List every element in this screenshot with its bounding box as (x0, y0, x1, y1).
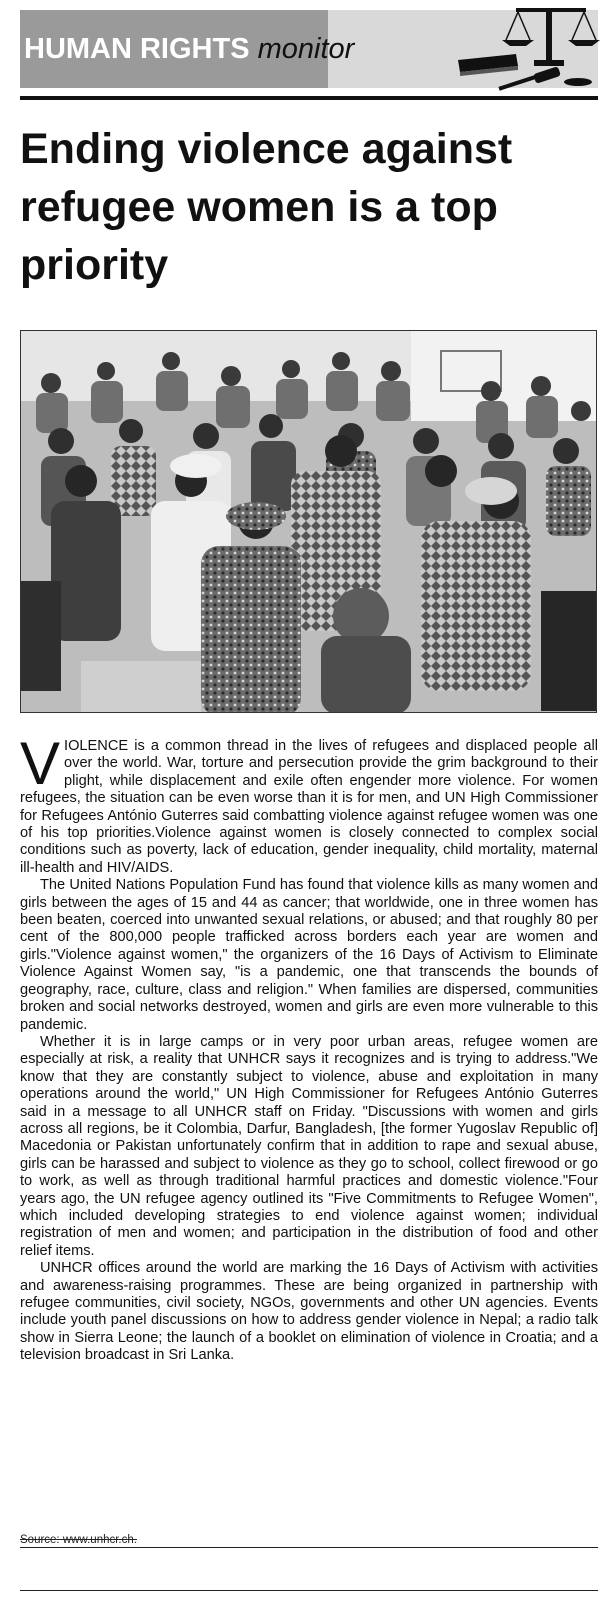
source-credit: Source: www.unhcr.ch. (20, 1534, 137, 1546)
article-paragraph (20, 730, 598, 877)
seated-women-audience-photo (21, 331, 597, 713)
paragraph-1-text: IOLENCE is a common thread in the lives of refugees and displaced people all over the world. War, torture and persecution provide the grim background to their plight, while displacement and exile often engender more violence. For women refugees, the situation can be even worse than it is for men, and UN High Commissioner for Refugees António Guterres said combatting violence against refugee women was one of his top priorities.Violence against women is closely connected to complex social conditions such as poverty, lack of education, gender inequality, child mortality, maternal ill-health and HIV/AIDS. (20, 738, 598, 876)
article-paragraph: Whether it is in large camps or in very poor urban areas, refugee women are especially at risk, a reality that UNHCR says it recognizes and is trying to address."We know that they are constantly subject to violence, abuse and exploitation in many operations around the world," UN High Commissioner for Refugees António Guterres said in a message to all UNHCR staff on Friday. "Discussions with women and girls across all regions, be it Colombia, Darfur, Bangladesh, [the former Yugoslav Republic of] Macedonia or Pakistan unfortunately confirm that in addition to rape and sexual abuse, girls can be harassed and subject to violence as they go to school, collect firewood or go to work, as well as through traditional harmful practices and domestic violence."Four years ago, the UN refugee agency outlined its "Five Commitments to Refugee Women", which included developing strategies to end violence against women; individual registration of men and women; and participation in the distribution of food and other relief items. (20, 1033, 598, 1259)
article-paragraph: The United Nations Population Fund has found that violence kills as many women and girls between the ages of 15 and 44 as cancer; that worldwide, one in three women has been beaten, coerced into unwanted sexual relations, or abused; and that roughly 80 per cent of the 800,000 people trafficked across borders each year are women and girls."Violence against women," the organizers of the 16 Days of Activism to Eliminate Violence Against Women say, "is a pandemic, one that transcends the bounds of geography, race, culture, class and religion." When families are dispersed, communities broken and social networks destroyed, women and girls are even more vulnerable to this pandemic. (20, 877, 598, 1033)
footer-rule (20, 1590, 598, 1591)
headline: Ending violence against refugee women is a top priority (20, 125, 513, 289)
drop-cap: V (20, 730, 61, 797)
masthead (20, 10, 598, 90)
section-title (24, 32, 354, 66)
section-title-italic: monitor (257, 33, 355, 65)
bottom-rule (20, 1547, 598, 1548)
scales-of-justice-icon (438, 4, 608, 94)
masthead-rule (20, 96, 598, 100)
section-title-bold: HUMAN RIGHTS (24, 33, 250, 65)
article-photo (20, 330, 597, 713)
article-body (20, 730, 598, 1365)
article-paragraph: UNHCR offices around the world are marking the 16 Days of Activism with activities and awareness-raising programmes. These are being organized in partnership with refugee communities, civil society, NGOs, governments and other UN agencies. Events include youth panel discussions on how to address gender violence in Nepal; a radio talk show in Sierra Leone; the launch of a booklet on elimination of violence in Croatia; and a television broadcast in Sri Lanka. (20, 1260, 598, 1364)
